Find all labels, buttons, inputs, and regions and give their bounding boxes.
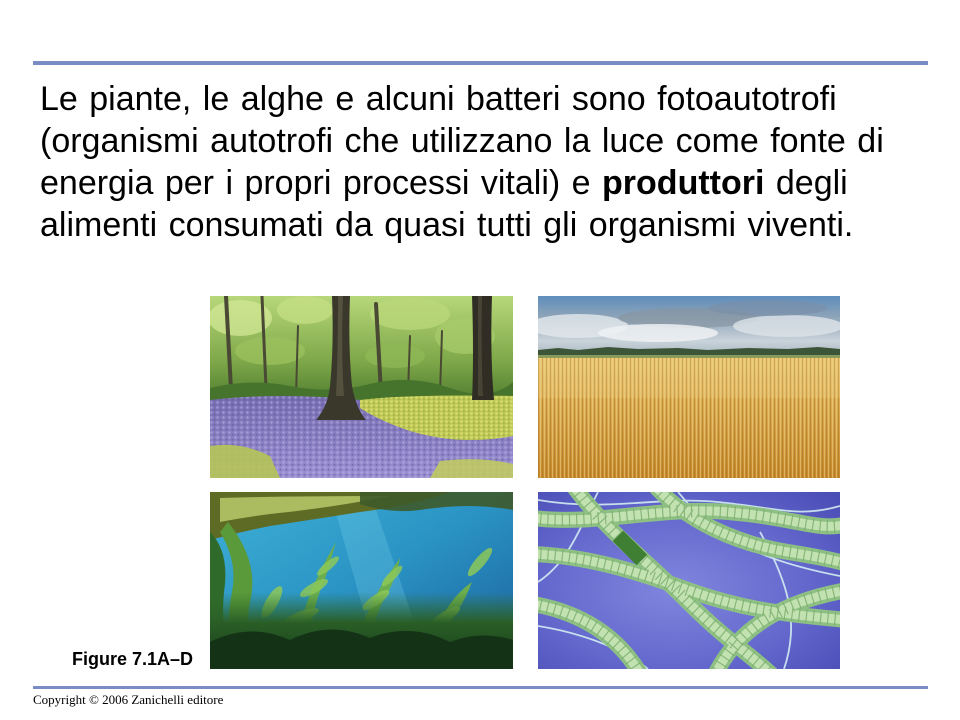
text-line-content: alimenti consumati da quasi tutti gli organismi viventi. bbox=[40, 206, 854, 244]
text-line bbox=[40, 162, 884, 204]
bold-term: produttori bbox=[602, 164, 765, 202]
copyright-notice: Copyright © 2006 Zanichelli editore bbox=[33, 692, 224, 707]
forest-photo bbox=[210, 296, 513, 478]
text-line-content: degli bbox=[764, 164, 848, 202]
cyanobacteria-photo bbox=[538, 492, 840, 669]
top-divider bbox=[33, 61, 928, 65]
text-line-content: (organismi autotrofi che utilizzano la luce come fonte di bbox=[40, 122, 884, 160]
text-line bbox=[40, 120, 884, 162]
kelp-forest-photo bbox=[210, 492, 513, 669]
text-line-content: Le piante, le alghe e alcuni batteri sono fotoautotrofi bbox=[40, 80, 837, 118]
slide-body-text bbox=[40, 78, 884, 246]
figure-caption: Figure 7.1A–D bbox=[72, 649, 194, 669]
text-line bbox=[40, 204, 884, 246]
wheat-field-photo bbox=[538, 296, 840, 478]
bottom-divider bbox=[33, 686, 928, 689]
text-line-content: energia per i propri processi vitali) e bbox=[40, 164, 603, 202]
text-line bbox=[40, 78, 884, 120]
